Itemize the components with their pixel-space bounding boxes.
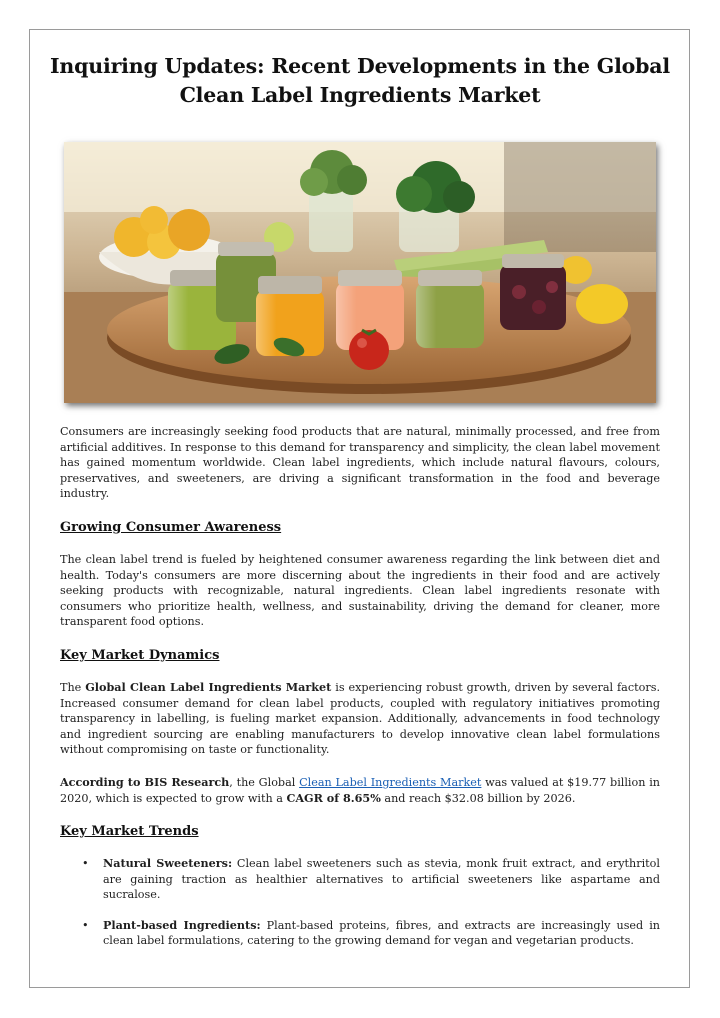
trend-label: Plant-based Ingredients: <box>103 917 261 932</box>
jar-berries <box>500 254 566 330</box>
bullet-icon: • <box>82 857 89 871</box>
market-name-bold: Global Clean Label Ingredients Market <box>85 679 332 694</box>
bis-research-paragraph <box>60 775 660 806</box>
bullet-icon: • <box>82 918 89 932</box>
according-to-bis-bold: According to BIS Research <box>60 774 230 789</box>
intro-paragraph: Consumers are increasingly seeking food products that are natural, minimally processed, and free from artificial additives. In response to this demand for transparency and simplicity, the clean label movement has gained momentum worldwide. Clean label ingredients, which include natural flavours, colours, preservatives, and sweeteners, are driving a significant transformation in the food and beverage industry. <box>60 425 660 501</box>
trends-list <box>60 856 660 949</box>
bis-text-a: , the Global <box>229 775 300 789</box>
dynamics-rest: is experiencing robust growth, driven by several factors. Increased consumer demand for clean label products, coupled with regulatory initiatives promoting transparency in labelling, is fueling market expansion. Additionally, advancements in food technology and ingredient sourcing are enabling manufacturers to develop innovative clean label formulations without compromising on taste or functionality. <box>60 680 660 757</box>
trend-text: Plant-based proteins, fibres, and extracts are increasingly used in clean label formulations, catering to the growing demand for vegan and vegetarian products. <box>103 918 661 948</box>
trend-text: Clean label sweeteners such as stevia, monk fruit extract, and erythritol are gaining traction as healthier alternatives to artificial sweeteners like aspartame and sucralose. <box>103 857 660 902</box>
article-body <box>60 424 660 949</box>
hero-image <box>64 142 656 403</box>
heading-growing-consumer-awareness: Growing Consumer Awareness <box>60 519 282 535</box>
trend-label: Natural Sweeteners: <box>103 856 233 871</box>
dynamics-prefix: The <box>60 680 86 694</box>
heading-key-market-dynamics: Key Market Dynamics <box>60 647 220 663</box>
clean-label-market-link[interactable]: Clean Label Ingredients Market <box>299 775 482 789</box>
list-item <box>60 856 660 903</box>
heading-key-market-trends: Key Market Trends <box>60 824 199 840</box>
bis-text-c: and reach $32.08 billion by 2026. <box>380 791 576 805</box>
dynamics-paragraph <box>60 680 660 758</box>
page-title: Inquiring Updates: Recent Developments in the Global Clean Label Ingredients Market <box>50 54 670 107</box>
bis-text-b: was valued at $19.77 billion in 2020, which is expected to grow with a <box>60 775 660 805</box>
list-item <box>60 918 660 949</box>
awareness-paragraph: The clean label trend is fueled by heightened consumer awareness regarding the link between diet and health. Today's consumers are more discerning about the ingredients in their food and are actively seeking products with recognizable, natural ingredients. Clean label ingredients resonate with consumers who prioritize health, wellness, and sustainability, driving the demand for cleaner, more transparent food options. <box>60 552 660 629</box>
jar-olive <box>416 270 484 348</box>
hero-illustration <box>64 142 656 403</box>
cagr-bold: CAGR of 8.65% <box>286 790 381 805</box>
